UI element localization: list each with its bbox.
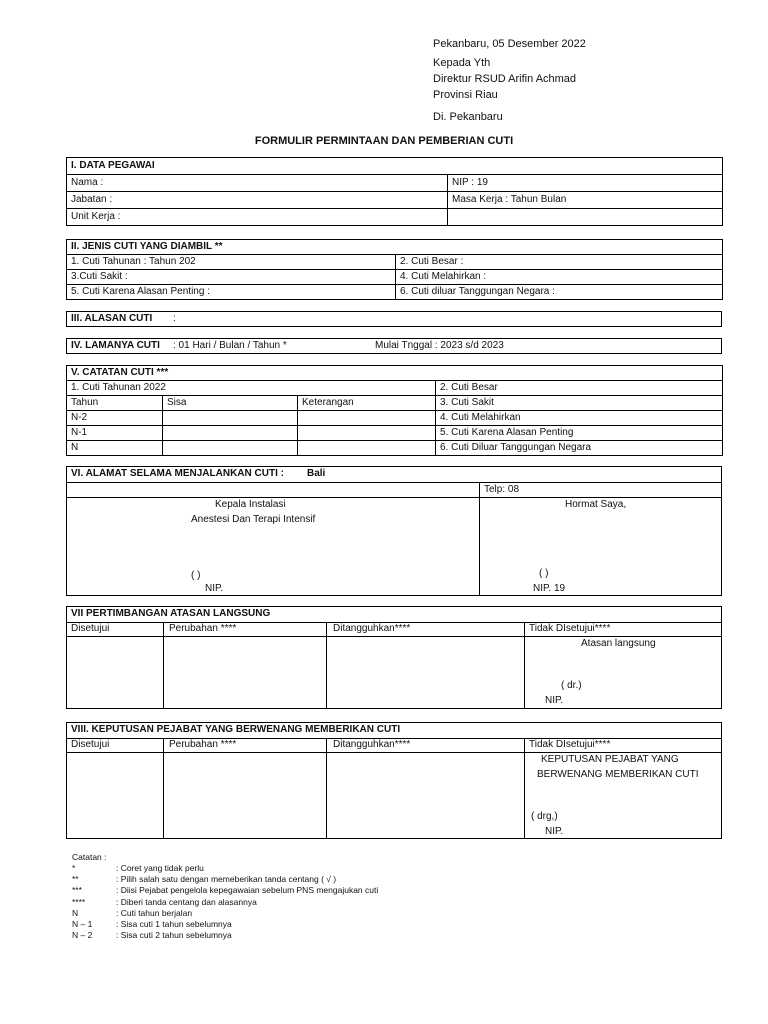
kepala-instalasi: Kepala Instalasi [215,499,286,510]
field-nama[interactable]: Nama : [67,175,448,192]
form-title: FORMULIR PERMINTAAN DAN PEMBERIAN CUTI [254,135,514,147]
section-jenis-cuti [66,239,723,300]
di-pekanbaru: Di. Pekanbaru [433,111,503,123]
field-nip[interactable]: NIP : 19 [448,175,723,192]
section-4-label: IV. LAMANYA CUTI [71,340,160,351]
option-cuti-sakit[interactable]: 3.Cuti Sakit : [67,270,396,285]
option-cuti-alasan-penting[interactable]: 5. Cuti Karena Alasan Penting : [67,285,396,300]
keputusan-title-2: BERWENANG MEMBERIKAN CUTI [537,769,699,780]
section-alamat-cuti [66,466,722,596]
section-lamanya-cuti[interactable] [66,338,722,354]
anestesi: Anestesi Dan Terapi Intensif [191,514,316,525]
ket-n[interactable] [298,441,436,456]
cuti-tahunan-label: 1. Cuti Tahunan 2022 [67,381,436,396]
section-7-header: VII PERTIMBANGAN ATASAN LANGSUNG [71,608,271,619]
pejabat-nip: NIP. [545,826,564,837]
divider [479,497,721,498]
note-item: * : Coret yang tidak perlu [72,863,204,873]
field-unit-kerja[interactable]: Unit Kerja : [67,209,448,226]
divider [67,497,479,498]
atasan-langsung: Atasan langsung [581,638,656,649]
telp[interactable]: Telp: 08 [484,484,520,495]
section-alasan-cuti[interactable] [66,311,722,327]
lamanya-value: : 01 Hari / Bulan / Tahun * [173,340,287,351]
atasan-signature-name: ( dr.) [561,680,582,691]
sisa-n[interactable] [163,441,298,456]
option-cuti-besar[interactable]: 2. Cuti Besar : [396,255,723,270]
section-data-pegawai [66,157,723,226]
sisa-n2[interactable] [163,411,298,426]
keputusan-title-1: KEPUTUSAN PEJABAT YANG [541,754,679,765]
right-signature-name: ( ) [539,568,549,579]
col-disetujui[interactable]: Disetujui [71,739,110,750]
left-signature-name: ( ) [191,570,201,581]
col-ditangguhkan[interactable]: Ditangguhkan**** [333,623,411,634]
pejabat-signature-name: ( drg,) [531,811,558,822]
col-keterangan: Keterangan [298,396,436,411]
note-item: **** : Diberi tanda centang dan alasannya [72,896,257,907]
note-item: *** : Diisi Pejabat pengelola kepegawaian sebelum PNS mengajukan cuti [72,885,379,896]
section-8-header: VIII. KEPUTUSAN PEJABAT YANG BERWENANG MEMBERIKAN CUTI [71,724,401,735]
atasan-nip: NIP. [545,695,564,706]
mulai-tanggal: Mulai Tnggal : 2023 s/d 2023 [375,340,504,351]
alasan-value: : [173,313,176,324]
alamat-value[interactable]: Bali [307,468,326,479]
field-jabatan[interactable]: Jabatan : [67,192,448,209]
col-sisa: Sisa [163,396,298,411]
right-nip: NIP. 19 [533,583,566,594]
section-keputusan [66,722,722,839]
col-disetujui[interactable]: Disetujui [71,623,110,634]
kepada: Kepada Yth [433,57,491,69]
empty-cell [448,209,723,226]
note-item: N : Cuti tahun berjalan [72,907,193,918]
notes [72,852,379,941]
divider [479,482,480,595]
cuti-diluar-note: 6. Cuti Diluar Tanggungan Negara [436,441,723,456]
section-catatan-cuti [66,365,723,456]
row-n2: N-2 [67,411,163,426]
section-5-header: V. CATATAN CUTI *** [67,366,723,381]
direktur: Direktur RSUD Arifin Achmad [433,73,577,85]
col-tidak-disetujui[interactable]: Tidak DIsetujui**** [529,623,611,634]
ket-n2[interactable] [298,411,436,426]
section-3-label: III. ALASAN CUTI [71,313,153,324]
divider [67,482,721,483]
provinsi: Provinsi Riau [433,89,498,101]
row-n1: N-1 [67,426,163,441]
note-item: N – 1 : Sisa cuti 1 tahun sebelumnya [72,918,232,929]
col-perubahan[interactable]: Perubahan **** [169,739,237,750]
cuti-melahirkan-note: 4. Cuti Melahirkan [436,411,723,426]
ket-n1[interactable] [298,426,436,441]
left-nip: NIP. [205,583,224,594]
col-perubahan[interactable]: Perubahan **** [169,623,237,634]
field-masa-kerja[interactable]: Masa Kerja : Tahun Bulan [448,192,723,209]
place-date: Pekanbaru, 05 Desember 2022 [433,38,586,50]
hormat-saya: Hormat Saya, [565,499,627,510]
option-cuti-diluar-tanggungan[interactable]: 6. Cuti diluar Tanggungan Negara : [396,285,723,300]
section-pertimbangan [66,606,722,709]
notes-title: Catatan : [72,852,107,862]
col-ditangguhkan[interactable]: Ditangguhkan**** [333,739,411,750]
col-tahun: Tahun [67,396,163,411]
option-cuti-melahirkan[interactable]: 4. Cuti Melahirkan : [396,270,723,285]
notes-list [72,863,379,941]
row-n: N [67,441,163,456]
cuti-alasan-note: 5. Cuti Karena Alasan Penting [436,426,723,441]
section-6-header: VI. ALAMAT SELAMA MENJALANKAN CUTI : [71,468,284,479]
cuti-sakit-note: 3. Cuti Sakit [436,396,723,411]
sisa-n1[interactable] [163,426,298,441]
option-cuti-tahunan[interactable]: 1. Cuti Tahunan : Tahun 202 [67,255,396,270]
section-1-header: I. DATA PEGAWAI [67,158,723,175]
note-item: N – 2 : Sisa cuti 2 tahun sebelumnya [72,930,232,941]
note-item: ** : Pilih salah satu dengan memeberikan tanda centang ( √ ) [72,874,337,885]
col-tidak-disetujui[interactable]: Tidak DIsetujui**** [529,739,611,750]
cuti-besar-note: 2. Cuti Besar [436,381,723,396]
section-2-header: II. JENIS CUTI YANG DIAMBIL ** [67,240,723,255]
